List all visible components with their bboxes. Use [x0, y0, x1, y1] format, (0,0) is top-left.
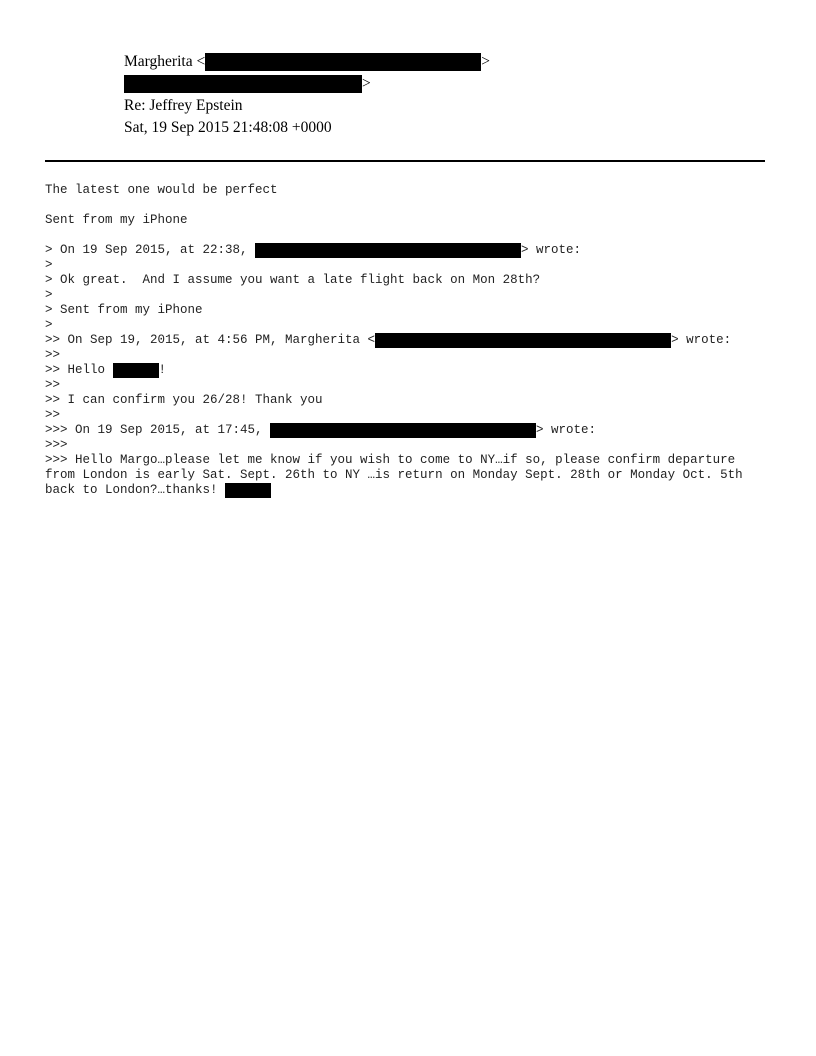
body-text: >	[45, 318, 53, 332]
body-line	[45, 483, 271, 498]
body-line	[45, 378, 60, 393]
subject-value: Re: Jeffrey Epstein	[124, 97, 243, 114]
redaction-box	[255, 243, 521, 258]
body-text: >	[45, 288, 53, 302]
body-text: > Ok great. And I assume you want a late flight back on Mon 28th?	[45, 273, 541, 287]
redaction-box	[375, 333, 671, 348]
body-text: > wrote:	[536, 423, 597, 437]
body-text: >> On Sep 19, 2015, at 4:56 PM, Margherita <	[45, 333, 376, 347]
body-line	[45, 243, 581, 258]
redaction-box	[205, 53, 481, 71]
body-line	[45, 183, 278, 198]
body-text: >> Hello	[45, 363, 113, 377]
to-close: >	[362, 75, 371, 92]
body-line	[45, 348, 60, 363]
redaction-box	[113, 363, 159, 378]
body-text: >>	[45, 408, 61, 422]
body-text: !	[158, 363, 167, 377]
body-text: >>> On 19 Sep 2015, at 17:45,	[45, 423, 271, 437]
body-text: >>> Hello Margo…please let me know if you wish to come to NY…if so, please confirm departure	[45, 453, 736, 467]
body-text: Sent from my iPhone	[45, 213, 188, 227]
body-line	[45, 423, 596, 438]
from-name: Margherita <	[124, 53, 206, 70]
body-line	[45, 408, 60, 423]
redaction-box	[270, 423, 536, 438]
date-value: Sat, 19 Sep 2015 21:48:08 +0000	[124, 119, 332, 136]
body-text: >> I can confirm you 26/28! Thank you	[45, 393, 323, 407]
body-line	[45, 273, 540, 288]
body-line	[45, 258, 53, 273]
body-text: from London is early Sat. Sept. 26th to NY …is return on Monday Sept. 28th or Monday Oct. 5th	[45, 468, 743, 482]
body-line	[45, 393, 323, 408]
to-value	[124, 74, 371, 94]
body-line	[45, 363, 166, 378]
body-line	[45, 288, 53, 303]
body-text: back to London?…thanks!	[45, 483, 226, 497]
body-line	[45, 303, 203, 318]
body-text: > On 19 Sep 2015, at 22:38,	[45, 243, 256, 257]
body-line	[45, 468, 743, 483]
from-value	[124, 52, 490, 72]
body-text: > wrote:	[671, 333, 732, 347]
body-text: > wrote:	[521, 243, 582, 257]
body-text: >	[45, 258, 53, 272]
body-line	[45, 333, 731, 348]
redaction-box	[124, 75, 362, 93]
body-text: >>	[45, 348, 61, 362]
body-line	[45, 213, 188, 228]
body-line	[45, 318, 53, 333]
from-close: >	[481, 53, 490, 70]
body-line	[45, 438, 68, 453]
body-line	[45, 453, 735, 468]
body-text: The latest one would be perfect	[45, 183, 278, 197]
redaction-box	[225, 483, 271, 498]
body-text: >>	[45, 378, 61, 392]
body-text: >>>	[45, 438, 68, 452]
header-divider	[45, 160, 765, 162]
body-text: > Sent from my iPhone	[45, 303, 203, 317]
